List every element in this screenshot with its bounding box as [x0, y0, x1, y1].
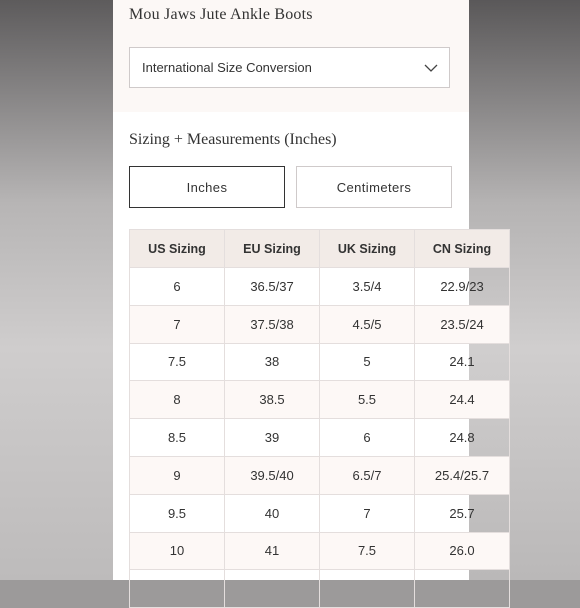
table-row — [130, 456, 510, 494]
size-guide-panel — [113, 0, 492, 580]
table-cell: 10 — [130, 532, 225, 570]
background-left — [0, 0, 113, 580]
table-cell: 7 — [320, 494, 415, 532]
table-row — [130, 268, 510, 306]
table-cell: 9.5 — [130, 494, 225, 532]
centimeters-toggle-button[interactable]: Centimeters — [296, 166, 452, 208]
table-cell: 39 — [225, 419, 320, 457]
table-cell: 5.5 — [320, 381, 415, 419]
column-header: UK Sizing — [320, 230, 415, 268]
table-cell — [415, 570, 510, 608]
table-cell: 38.5 — [225, 381, 320, 419]
product-title: Mou Jaws Jute Ankle Boots — [129, 6, 313, 23]
chevron-down-icon — [424, 61, 438, 75]
table-cell: 9 — [130, 456, 225, 494]
inches-toggle-button[interactable]: Inches — [129, 166, 285, 208]
size-conversion-select-label: International Size Conversion — [142, 60, 312, 75]
column-header: EU Sizing — [225, 230, 320, 268]
table-row — [130, 305, 510, 343]
table-cell: 36.5/37 — [225, 268, 320, 306]
table-cell: 38 — [225, 343, 320, 381]
table-row — [130, 570, 510, 608]
table-cell: 24.4 — [415, 381, 510, 419]
table-row — [130, 343, 510, 381]
table-cell: 7 — [130, 305, 225, 343]
table-cell: 6 — [130, 268, 225, 306]
table-cell: 24.8 — [415, 419, 510, 457]
table-header-row — [130, 230, 510, 268]
table-cell: 23.5/24 — [415, 305, 510, 343]
table-row — [130, 381, 510, 419]
size-table-container[interactable] — [129, 229, 492, 589]
table-cell: 22.9/23 — [415, 268, 510, 306]
table-cell: 5 — [320, 343, 415, 381]
table-row — [130, 532, 510, 570]
table-cell — [320, 570, 415, 608]
table-cell: 25.7 — [415, 494, 510, 532]
table-cell: 6.5/7 — [320, 456, 415, 494]
table-cell — [130, 570, 225, 608]
table-cell: 7.5 — [130, 343, 225, 381]
table-cell: 7.5 — [320, 532, 415, 570]
size-conversion-select[interactable] — [129, 47, 450, 88]
table-cell: 41 — [225, 532, 320, 570]
table-cell: 8.5 — [130, 419, 225, 457]
table-cell — [225, 570, 320, 608]
table-cell: 26.0 — [415, 532, 510, 570]
table-row — [130, 419, 510, 457]
product-header-section — [113, 0, 469, 112]
table-cell: 39.5/40 — [225, 456, 320, 494]
table-cell: 25.4/25.7 — [415, 456, 510, 494]
column-header: CN Sizing — [415, 230, 510, 268]
table-cell: 40 — [225, 494, 320, 532]
table-cell: 8 — [130, 381, 225, 419]
table-cell: 3.5/4 — [320, 268, 415, 306]
size-conversion-table — [129, 229, 510, 608]
table-cell: 24.1 — [415, 343, 510, 381]
table-cell: 37.5/38 — [225, 305, 320, 343]
table-cell: 6 — [320, 419, 415, 457]
table-cell: 4.5/5 — [320, 305, 415, 343]
column-header: US Sizing — [130, 230, 225, 268]
measurements-heading: Sizing + Measurements (Inches) — [129, 131, 337, 148]
table-row — [130, 494, 510, 532]
